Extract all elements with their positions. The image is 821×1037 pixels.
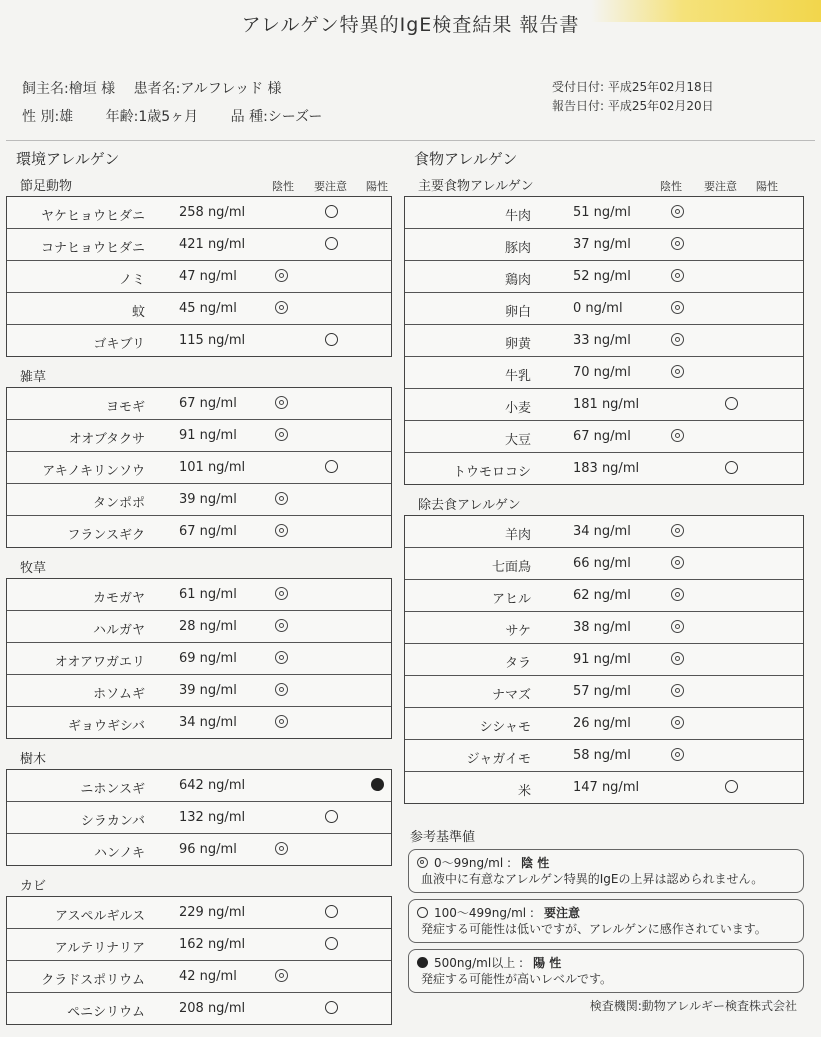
- allergen-value: 45 ng/ml: [179, 301, 237, 316]
- sex-value: 雄: [59, 109, 74, 125]
- allergen-table: [404, 196, 804, 485]
- group-title: 樹木: [20, 752, 47, 767]
- allergen-value: 421 ng/ml: [179, 237, 246, 252]
- allergen-name: サケ: [505, 624, 531, 639]
- allergen-value: 69 ng/ml: [179, 651, 237, 666]
- allergen-name: オオアワガエリ: [54, 655, 145, 670]
- table-row: [7, 611, 391, 643]
- allergen-name: ハンノキ: [94, 846, 145, 861]
- negative-mark-icon: [671, 620, 684, 633]
- allergen-value: 67 ng/ml: [179, 396, 237, 411]
- reference-header: [417, 903, 795, 921]
- negative-mark-icon: [275, 842, 288, 855]
- caution-mark-icon: [325, 333, 338, 346]
- allergen-name: ヨモギ: [105, 400, 145, 415]
- allergen-name: ヤケヒョウヒダニ: [40, 209, 145, 224]
- group-title: カビ: [20, 879, 47, 894]
- table-row: [7, 834, 391, 865]
- group-title: 雑草: [20, 370, 47, 385]
- allergen-value: 28 ng/ml: [179, 619, 237, 634]
- allergen-value: 47 ng/ml: [179, 269, 237, 284]
- table-row: [7, 675, 391, 707]
- table-row: [405, 325, 803, 357]
- allergen-name: 牛乳: [504, 369, 531, 384]
- allergen-value: 0 ng/ml: [573, 301, 623, 316]
- allergen-value: 62 ng/ml: [573, 588, 631, 603]
- allergen-name: ゴキブリ: [93, 337, 145, 352]
- reported-value: 平成25年02月20日: [607, 99, 714, 113]
- owner-line: [22, 78, 282, 98]
- negative-mark-icon: [275, 492, 288, 505]
- group-header: [404, 497, 804, 515]
- group-header: [6, 560, 392, 578]
- allergen-value: 52 ng/ml: [573, 269, 631, 284]
- table-row: [405, 261, 803, 293]
- negative-mark-icon: [275, 969, 288, 982]
- table-row: [405, 293, 803, 325]
- allergen-value: 642 ng/ml: [179, 778, 246, 793]
- allergen-value: 38 ng/ml: [573, 620, 631, 635]
- patient-info-line: [22, 106, 322, 126]
- negative-mark-icon: [671, 556, 684, 569]
- allergen-value: 132 ng/ml: [179, 810, 246, 825]
- allergen-name: コナヒョウヒダニ: [40, 241, 145, 256]
- table-row: [405, 197, 803, 229]
- allergen-name: 七面鳥: [491, 560, 531, 575]
- table-row: [7, 643, 391, 675]
- allergen-name: シシャモ: [479, 720, 531, 735]
- negative-mark-icon: [275, 428, 288, 441]
- received-value: 平成25年02月18日: [607, 80, 714, 94]
- allergen-name: クラドスポリウム: [41, 973, 145, 988]
- patient-name: アルフレッド 様: [180, 81, 282, 97]
- breed-label: 品 種:: [230, 109, 268, 125]
- positive-mark-icon: [417, 957, 428, 968]
- allergen-value: 96 ng/ml: [179, 842, 237, 857]
- caution-mark-icon: [325, 205, 338, 218]
- allergen-name: 大豆: [504, 433, 531, 448]
- caution-mark-icon: [325, 810, 338, 823]
- group-gap: [6, 357, 392, 369]
- table-row: [7, 961, 391, 993]
- caution-mark-icon: [725, 397, 738, 410]
- table-row: [405, 708, 803, 740]
- negative-mark-icon: [275, 651, 288, 664]
- reference-header: [417, 853, 795, 871]
- allergen-name: トウモロコシ: [452, 465, 531, 480]
- negative-mark-icon: [671, 524, 684, 537]
- level-label-caution: 要注意: [704, 180, 737, 193]
- allergen-value: 101 ng/ml: [179, 460, 246, 475]
- allergen-name: 牛肉: [504, 209, 531, 224]
- table-row: [7, 325, 391, 356]
- caution-mark-icon: [325, 237, 338, 250]
- allergen-name: ニホンスギ: [80, 782, 145, 797]
- negative-mark-icon: [275, 587, 288, 600]
- allergen-name: ジャガイモ: [466, 752, 531, 767]
- allergen-name: オオブタクサ: [68, 432, 145, 447]
- table-row: [405, 644, 803, 676]
- allergen-value: 42 ng/ml: [179, 969, 237, 984]
- group-gap: [6, 739, 392, 751]
- table-row: [7, 484, 391, 516]
- group-header: [6, 178, 392, 196]
- allergen-value: 115 ng/ml: [179, 333, 246, 348]
- allergen-value: 58 ng/ml: [573, 748, 631, 763]
- negative-mark-icon: [275, 524, 288, 537]
- reference-description: 血液中に有意なアレルゲン特異的IgEの上昇は認められません。: [421, 872, 764, 886]
- report-title: アレルゲン特異的IgE検査結果 報告書: [241, 14, 580, 36]
- negative-mark-icon: [671, 269, 684, 282]
- level-label-pos: 陽性: [366, 180, 388, 193]
- negative-mark-icon: [671, 588, 684, 601]
- received-label: 受付日付:: [552, 80, 605, 94]
- allergen-table: [6, 769, 392, 866]
- table-row: [7, 516, 391, 547]
- table-row: [7, 770, 391, 802]
- reported-date: [552, 97, 714, 114]
- negative-mark-icon: [275, 269, 288, 282]
- allergen-name: 小麦: [504, 401, 531, 416]
- allergen-name: カモガヤ: [92, 591, 145, 606]
- table-row: [7, 229, 391, 261]
- allergen-value: 208 ng/ml: [179, 1001, 246, 1016]
- allergen-value: 67 ng/ml: [179, 524, 237, 539]
- allergen-value: 229 ng/ml: [179, 905, 246, 920]
- allergen-name: ペニシリウム: [67, 1005, 145, 1020]
- group-title: 除去食アレルゲン: [418, 498, 521, 513]
- reference-description: 発症する可能性は低いですが、アレルゲンに感作されています。: [421, 922, 767, 936]
- allergen-value: 181 ng/ml: [573, 397, 640, 412]
- allergen-value: 91 ng/ml: [573, 652, 631, 667]
- environmental-allergens-column: [6, 148, 392, 1037]
- allergen-value: 67 ng/ml: [573, 429, 631, 444]
- owner-label: 飼主名:: [22, 81, 69, 97]
- level-label-caution: 要注意: [314, 180, 347, 193]
- table-row: [7, 388, 391, 420]
- allergen-table: [404, 515, 804, 804]
- group-header: [404, 178, 804, 196]
- caution-mark-icon: [417, 907, 428, 918]
- negative-mark-icon: [671, 301, 684, 314]
- table-row: [7, 897, 391, 929]
- left-section-title: 環境アレルゲン: [16, 150, 120, 168]
- owner-name: 檜垣 様: [68, 81, 116, 97]
- table-row: [7, 420, 391, 452]
- positive-mark-icon: [371, 778, 384, 791]
- table-row: [405, 580, 803, 612]
- allergen-name: フランスギク: [67, 528, 145, 543]
- allergen-value: 34 ng/ml: [573, 524, 631, 539]
- allergen-name: ノミ: [118, 273, 145, 288]
- negative-mark-icon: [275, 715, 288, 728]
- table-row: [7, 802, 391, 834]
- negative-mark-icon: [275, 619, 288, 632]
- received-date: [552, 78, 714, 95]
- group-gap: [6, 548, 392, 560]
- group-header: [6, 369, 392, 387]
- negative-mark-icon: [275, 396, 288, 409]
- table-row: [7, 197, 391, 229]
- table-row: [405, 612, 803, 644]
- table-row: [7, 993, 391, 1024]
- negative-mark-icon: [275, 301, 288, 314]
- allergen-name: 羊肉: [504, 528, 531, 543]
- group-title: 牧草: [20, 561, 47, 576]
- reported-label: 報告日付:: [552, 99, 605, 113]
- table-row: [405, 516, 803, 548]
- group-gap: [6, 866, 392, 878]
- lab-footer: 検査機関:動物アレルギー検査株式会社: [589, 999, 797, 1013]
- allergen-name: ギョウギシバ: [68, 719, 145, 734]
- allergen-name: 米: [517, 784, 531, 799]
- negative-mark-icon: [671, 748, 684, 761]
- reference-title: 参考基準値: [410, 830, 476, 845]
- allergen-name: アヒル: [491, 592, 531, 607]
- caution-mark-icon: [325, 460, 338, 473]
- reference-description: 発症する可能性が高いレベルです。: [421, 972, 613, 986]
- table-row: [7, 929, 391, 961]
- allergen-value: 39 ng/ml: [179, 492, 237, 507]
- table-row: [405, 357, 803, 389]
- allergen-name: ナマズ: [491, 688, 531, 703]
- negative-mark-icon: [671, 205, 684, 218]
- reference-level-label: 陰 性: [521, 855, 550, 870]
- allergen-value: 61 ng/ml: [179, 587, 237, 602]
- header-divider: [6, 140, 815, 141]
- table-row: [405, 421, 803, 453]
- table-row: [405, 229, 803, 261]
- allergen-name: タンポポ: [92, 496, 145, 511]
- table-row: [7, 452, 391, 484]
- allergen-table: [6, 578, 392, 739]
- allergen-name: アスペルギルス: [55, 909, 145, 924]
- reference-level-label: 陽 性: [533, 955, 562, 970]
- reference-header: [417, 953, 795, 971]
- allergen-value: 162 ng/ml: [179, 937, 246, 952]
- allergen-name: アルテリナリア: [54, 941, 145, 956]
- food-allergens-column: [404, 148, 804, 999]
- caution-mark-icon: [325, 905, 338, 918]
- table-row: [405, 676, 803, 708]
- caution-mark-icon: [725, 780, 738, 793]
- allergen-value: 33 ng/ml: [573, 333, 631, 348]
- group-header: [6, 878, 392, 896]
- group-title: 主要食物アレルゲン: [418, 179, 534, 194]
- group-title: 節足動物: [20, 179, 73, 194]
- allergen-value: 37 ng/ml: [573, 237, 631, 252]
- negative-mark-icon: [417, 857, 428, 868]
- allergen-name: タラ: [504, 656, 531, 671]
- allergen-name: シラカンバ: [80, 814, 145, 829]
- allergen-name: アキノキリンソウ: [42, 464, 145, 479]
- right-section-title: 食物アレルゲン: [414, 150, 518, 168]
- allergen-name: ハルガヤ: [92, 623, 145, 638]
- group-gap: [404, 485, 804, 497]
- allergen-table: [6, 896, 392, 1025]
- reference-box-caution: [408, 899, 804, 943]
- allergen-value: 26 ng/ml: [573, 716, 631, 731]
- level-label-neg: 陰性: [272, 180, 294, 193]
- allergen-name: 卵白: [504, 305, 531, 320]
- age-value: 1歳5ヶ月: [138, 109, 199, 125]
- allergen-value: 183 ng/ml: [573, 461, 640, 476]
- table-row: [405, 389, 803, 421]
- allergen-name: 蚊: [131, 305, 145, 320]
- negative-mark-icon: [671, 365, 684, 378]
- table-row: [7, 579, 391, 611]
- caution-mark-icon: [725, 461, 738, 474]
- negative-mark-icon: [671, 429, 684, 442]
- table-row: [7, 261, 391, 293]
- table-row: [405, 453, 803, 484]
- allergen-name: 鶏肉: [504, 273, 531, 288]
- table-row: [7, 293, 391, 325]
- caution-mark-icon: [325, 937, 338, 950]
- breed-value: シーズー: [267, 109, 323, 125]
- allergen-name: 卵黄: [504, 337, 531, 352]
- group-gap: [404, 804, 804, 816]
- allergen-value: 66 ng/ml: [573, 556, 631, 571]
- patient-label: 患者名:: [133, 81, 181, 97]
- reference-level-label: 要注意: [543, 905, 580, 920]
- allergen-value: 91 ng/ml: [179, 428, 237, 443]
- allergen-name: ホソムギ: [93, 687, 145, 702]
- table-row: [405, 740, 803, 772]
- negative-mark-icon: [275, 683, 288, 696]
- allergen-value: 34 ng/ml: [179, 715, 237, 730]
- negative-mark-icon: [671, 333, 684, 346]
- allergen-value: 39 ng/ml: [179, 683, 237, 698]
- reference-box-neg: [408, 849, 804, 893]
- level-label-pos: 陽性: [756, 180, 778, 193]
- allergen-value: 57 ng/ml: [573, 684, 631, 699]
- negative-mark-icon: [671, 237, 684, 250]
- age-label: 年齢:: [105, 109, 139, 125]
- negative-mark-icon: [671, 684, 684, 697]
- reference-range: 0〜99ng/ml :: [434, 855, 512, 870]
- reference-range: 500ng/ml以上 :: [434, 955, 524, 970]
- table-row: [405, 548, 803, 580]
- allergen-value: 51 ng/ml: [573, 205, 631, 220]
- sex-label: 性 別:: [22, 109, 60, 125]
- reference-box-pos: [408, 949, 804, 993]
- allergen-value: 70 ng/ml: [573, 365, 631, 380]
- level-label-neg: 陰性: [660, 180, 682, 193]
- negative-mark-icon: [671, 716, 684, 729]
- allergen-name: 豚肉: [504, 241, 531, 256]
- allergen-value: 147 ng/ml: [573, 780, 640, 795]
- group-gap: [6, 1025, 392, 1037]
- allergen-table: [6, 387, 392, 548]
- caution-mark-icon: [325, 1001, 338, 1014]
- reference-range: 100〜499ng/ml :: [434, 905, 534, 920]
- negative-mark-icon: [671, 652, 684, 665]
- group-header: [6, 751, 392, 769]
- allergen-table: [6, 196, 392, 357]
- table-row: [405, 772, 803, 803]
- allergen-value: 258 ng/ml: [179, 205, 246, 220]
- table-row: [7, 707, 391, 738]
